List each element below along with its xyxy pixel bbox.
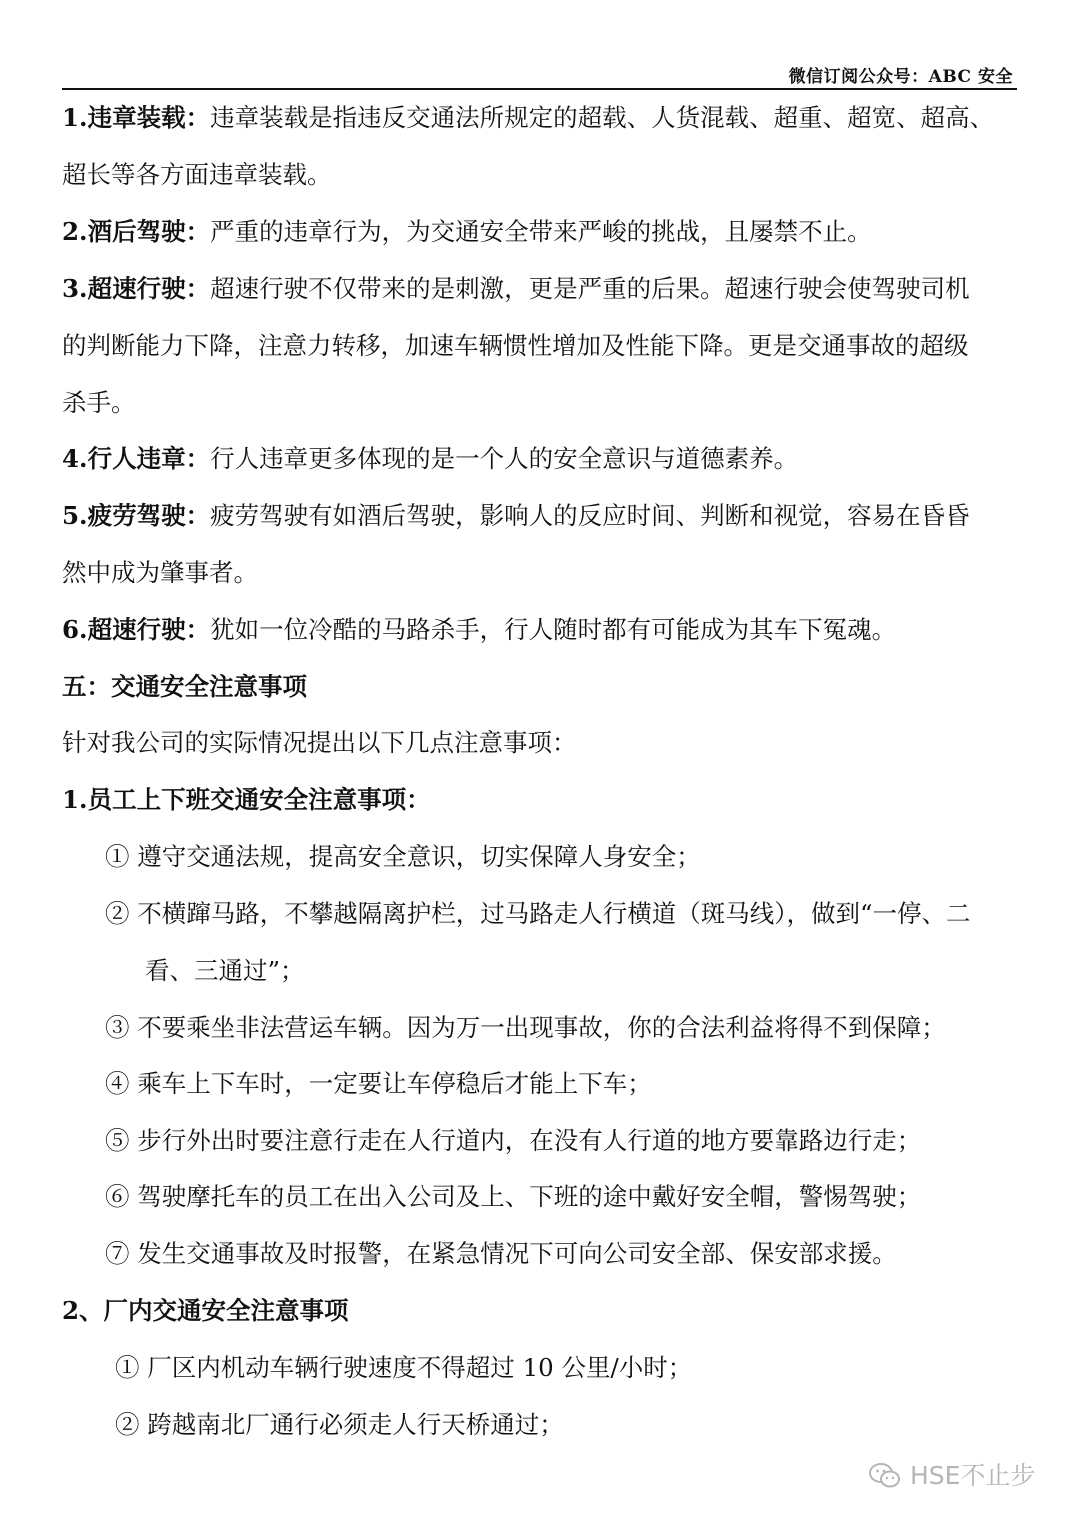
- item-text: 行人违章更多体现的是一个人的安全意识与道德素养。: [210, 444, 799, 473]
- item-3: [62, 273, 1022, 305]
- sub-1-point-4: ④ 乘车上下车时，一定要让车停稳后才能上下车；: [105, 1069, 652, 1098]
- header-text: 微信订阅公众号：ABC 安全: [788, 67, 1013, 87]
- sub-1-point-5: ⑤ 步行外出时要注意行走在人行道内，在没有人行道的地方要靠路边行走；: [105, 1126, 922, 1155]
- item-3-cont: 的判断能力下降，注意力转移，加速车辆惯性增加及性能下降。更是交通事故的超级: [62, 331, 969, 360]
- sub-1-point-3: ③ 不要乘坐非法营运车辆。因为万一出现事故，你的合法利益将得不到保障；: [105, 1013, 946, 1042]
- sub-1-point-7: ⑦ 发生交通事故及时报警，在紧急情况下可向公司安全部、保安部求援。: [105, 1239, 897, 1268]
- item-label: 6.超速行驶：: [62, 615, 211, 644]
- item-1: [62, 102, 1022, 134]
- sub-1-point-2: ② 不横蹿马路，不攀越隔离护栏，过马路走人行横道（斑马线），做到“一停、二: [105, 899, 971, 928]
- watermark-text: HSE不止步: [910, 1461, 1036, 1490]
- watermark: [868, 1456, 1058, 1496]
- item-text: 超速行驶不仅带来的是刺激，更是严重的后果。超速行驶会使驾驶司机: [210, 274, 970, 303]
- page-header: [62, 56, 1017, 90]
- item-6: [62, 614, 1022, 646]
- sub-1-point-6: ⑥ 驾驶摩托车的员工在出入公司及上、下班的途中戴好安全帽，警惕驾驶；: [105, 1182, 922, 1211]
- item-2: [62, 216, 1022, 248]
- sub-1-title: 1.员工上下班交通安全注意事项：: [62, 785, 431, 814]
- item-label: 2.酒后驾驶：: [62, 217, 211, 246]
- sub-1-point-1: ① 遵守交通法规，提高安全意识，切实保障人身安全；: [105, 842, 701, 871]
- item-text: 违章装载是指违反交通法所规定的超载、人货混载、超重、超宽、超高、: [210, 103, 995, 132]
- sub-1-point-2-cont: 看、三通过”；: [145, 956, 305, 985]
- item-3-cont2: 杀手。: [62, 388, 136, 417]
- item-1-cont: 超长等各方面违章装载。: [62, 160, 332, 189]
- section-5-title: 五：交通安全注意事项: [62, 672, 307, 701]
- item-text: 犹如一位冷酷的马路杀手，行人随时都有可能成为其车下冤魂。: [210, 615, 897, 644]
- wechat-icon: [868, 1462, 902, 1490]
- item-label: 1.违章装载：: [62, 103, 211, 132]
- sub-2-title: 2、厂内交通安全注意事项: [62, 1296, 349, 1325]
- item-label: 5.疲劳驾驶：: [62, 501, 211, 530]
- sub-2-point-2: ② 跨越南北厂通行必须走人行天桥通过；: [115, 1410, 564, 1439]
- item-text: 严重的违章行为，为交通安全带来严峻的挑战，且屡禁不止。: [210, 217, 872, 246]
- item-label: 4.行人违章：: [62, 444, 211, 473]
- item-text: 疲劳驾驶有如酒后驾驶，影响人的反应时间、判断和视觉，容易在昏昏: [210, 501, 970, 530]
- item-5-cont: 然中成为肇事者。: [62, 558, 258, 587]
- item-label: 3.超速行驶：: [62, 274, 211, 303]
- item-4: [62, 443, 1022, 475]
- item-5: [62, 500, 1022, 532]
- section-5-intro: 针对我公司的实际情况提出以下几点注意事项：: [62, 728, 577, 757]
- sub-2-point-1: ① 厂区内机动车辆行驶速度不得超过 10 公里/小时；: [115, 1353, 693, 1382]
